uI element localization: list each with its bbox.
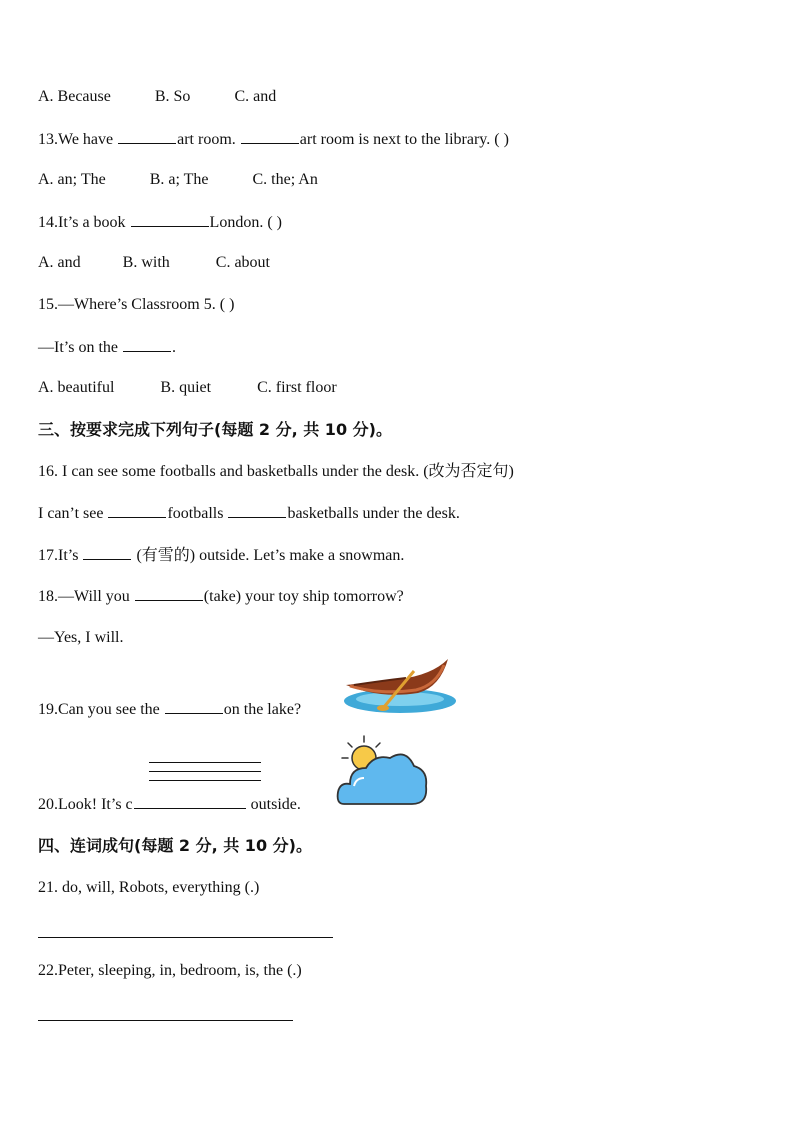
- q14-option-a: A. and: [38, 254, 81, 271]
- q13-blank-1[interactable]: [118, 129, 176, 144]
- q22-question: 22.Peter, sleeping, in, bedroom, is, the (.): [38, 962, 302, 979]
- q18-question: 18.—Will you (take) your toy ship tomorrow?: [38, 588, 404, 605]
- q16-blank-1[interactable]: [108, 503, 166, 518]
- q15-option-c: C. first floor: [257, 379, 337, 396]
- q14-option-c: C. about: [215, 254, 270, 271]
- q18-blank[interactable]: [135, 586, 203, 601]
- q17-question: 17.It’s (有雪的) outside. Let’s make a snowman.: [38, 547, 405, 564]
- q19-blank[interactable]: [165, 699, 223, 714]
- q15-question: 15.—Where’s Classroom 5. ( ): [38, 296, 235, 313]
- q13-options: [38, 170, 318, 190]
- q16-question: 16. I can see some footballs and basketballs under the desk. (改为否定句): [38, 463, 514, 480]
- q12-option-a: A. Because: [38, 88, 111, 105]
- q13-option-b: B. a; The: [149, 171, 209, 188]
- q12-option-b: B. So: [154, 88, 191, 105]
- q20-writing-lines[interactable]: [149, 762, 261, 789]
- q15-option-a: A. beautiful: [38, 379, 115, 396]
- q15-blank[interactable]: [123, 337, 171, 352]
- q17-blank[interactable]: [83, 545, 131, 560]
- q13-question: 13.We have art room. art room is next to the library. ( ): [38, 131, 509, 148]
- q16-blank-2[interactable]: [228, 503, 286, 518]
- q20-blank[interactable]: [134, 794, 246, 809]
- q21-question: 21. do, will, Robots, everything (.): [38, 879, 260, 896]
- q14-question: 14.It’s a book London. ( ): [38, 214, 282, 231]
- q19-question: 19.Can you see the on the lake?: [38, 701, 302, 718]
- q13-option-c: C. the; An: [252, 171, 318, 188]
- q15-answer-line: —It’s on the .: [38, 339, 176, 356]
- section-3-heading: 三、按要求完成下列句子(每题 2 分, 共 10 分)。: [38, 420, 392, 439]
- q12-options: [38, 87, 276, 107]
- q18-answer: —Yes, I will.: [38, 629, 124, 646]
- q16-answer-line: I can’t see footballs basketballs under the desk.: [38, 505, 460, 522]
- q14-options: [38, 253, 270, 273]
- q15-options: [38, 378, 337, 398]
- q20-question: 20.Look! It’s c outside.: [38, 796, 301, 813]
- q12-option-c: C. and: [234, 88, 277, 105]
- rowing-boat-icon: [340, 655, 460, 717]
- q14-option-b: B. with: [122, 254, 170, 271]
- section-4-heading: 四、连词成句(每题 2 分, 共 10 分)。: [38, 836, 312, 855]
- sun-cloud-icon: [334, 734, 430, 808]
- q15-option-b: B. quiet: [160, 379, 212, 396]
- q14-blank[interactable]: [131, 212, 209, 227]
- q13-option-a: A. an; The: [38, 171, 106, 188]
- q13-blank-2[interactable]: [241, 129, 299, 144]
- q22-answer-line[interactable]: [38, 1020, 293, 1021]
- q21-answer-line[interactable]: [38, 937, 333, 938]
